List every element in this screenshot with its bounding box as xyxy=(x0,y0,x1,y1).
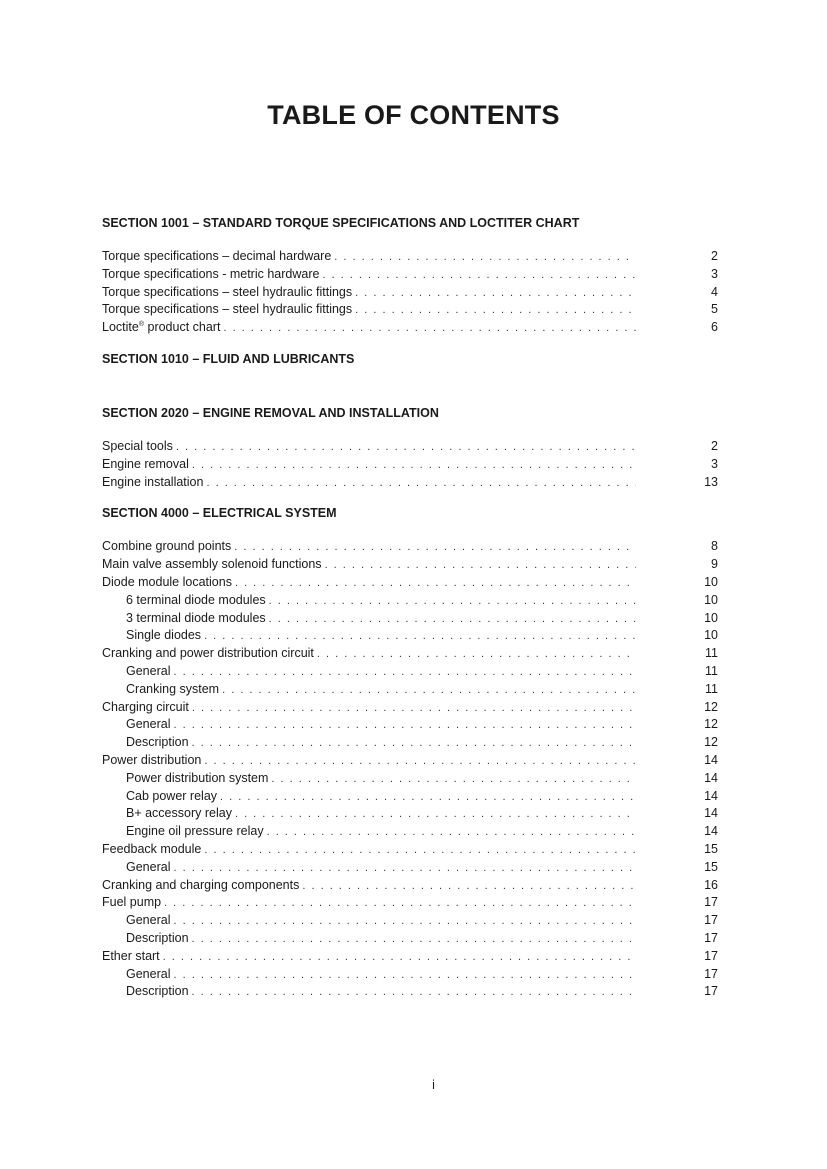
page-title: TABLE OF CONTENTS xyxy=(267,100,560,130)
toc-entry[interactable] xyxy=(102,574,718,592)
dot-leader xyxy=(334,249,636,267)
toc-entry-label: Special tools xyxy=(102,438,173,453)
toc-entry[interactable] xyxy=(102,319,718,337)
toc-entry[interactable] xyxy=(102,474,718,492)
table-of-contents xyxy=(102,210,718,1001)
toc-subentry[interactable] xyxy=(102,627,718,645)
section-heading-2020: SECTION 2020 – ENGINE REMOVAL AND INSTALLATION xyxy=(102,405,439,420)
toc-subentry[interactable] xyxy=(102,805,718,823)
toc-subentry[interactable] xyxy=(102,610,718,628)
toc-entry-label xyxy=(102,319,223,337)
loctite-word: Loctite xyxy=(102,320,139,335)
toc-entry[interactable] xyxy=(102,438,718,456)
toc-entry-page: 10 xyxy=(704,574,718,589)
toc-subentry[interactable] xyxy=(102,930,718,948)
toc-entry-page: 11 xyxy=(705,646,718,661)
dot-leader xyxy=(204,753,636,771)
dot-leader xyxy=(204,842,636,860)
toc-entry-label: 3 terminal diode modules xyxy=(126,610,266,625)
toc-entry[interactable] xyxy=(102,699,718,717)
dot-leader xyxy=(271,771,636,789)
dot-leader xyxy=(206,475,636,493)
toc-entry-page: 5 xyxy=(711,302,718,317)
toc-entry-page: 11 xyxy=(705,663,718,678)
toc-entry-label: Cranking system xyxy=(126,681,220,696)
dot-leader xyxy=(173,913,636,931)
toc-entry-label: Power distribution xyxy=(102,752,202,767)
toc-entry-page: 2 xyxy=(711,438,718,453)
dot-leader xyxy=(325,557,636,575)
toc-entry-label: B+ accessory relay xyxy=(126,806,232,821)
section-heading-1001: SECTION 1001 – STANDARD TORQUE SPECIFICATIONS AND LOCTITER CHART xyxy=(102,216,580,230)
toc-entry[interactable] xyxy=(102,948,718,966)
toc-entry[interactable] xyxy=(102,645,718,663)
toc-subentry[interactable] xyxy=(102,912,718,930)
toc-entry-label: General xyxy=(126,966,171,981)
toc-entry-label: Ether start xyxy=(102,948,160,963)
toc-entry-label: Diode module locations xyxy=(102,574,232,589)
dot-leader xyxy=(235,575,636,593)
dot-leader xyxy=(173,967,636,985)
toc-subentry[interactable] xyxy=(102,823,718,841)
toc-entry-label: General xyxy=(126,663,171,678)
dot-leader xyxy=(269,593,636,611)
dot-leader xyxy=(220,789,636,807)
dot-leader xyxy=(173,717,636,735)
toc-entry-page: 17 xyxy=(704,948,718,963)
toc-entry-page: 12 xyxy=(704,735,718,750)
dot-leader xyxy=(222,682,636,700)
toc-entry-label: 6 terminal diode modules xyxy=(126,592,266,607)
toc-entry-page: 17 xyxy=(704,984,718,999)
toc-entry-label: General xyxy=(126,717,171,732)
toc-entry-label: Single diodes xyxy=(126,628,202,643)
toc-entry[interactable] xyxy=(102,301,718,319)
toc-entry-page: 3 xyxy=(711,456,718,471)
toc-entry-page: 16 xyxy=(704,877,718,892)
dot-leader xyxy=(192,984,636,1002)
toc-subentry[interactable] xyxy=(102,770,718,788)
dot-leader xyxy=(234,539,636,557)
toc-subentry[interactable] xyxy=(102,788,718,806)
toc-entry-page: 12 xyxy=(704,699,718,714)
toc-subentry[interactable] xyxy=(102,983,718,1001)
page-number: i xyxy=(432,1078,435,1092)
dot-leader xyxy=(204,628,636,646)
toc-entry-page: 9 xyxy=(711,557,718,572)
toc-entry-label: Description xyxy=(126,984,189,999)
section-heading-4000: SECTION 4000 – ELECTRICAL SYSTEM xyxy=(102,506,337,521)
toc-entry[interactable] xyxy=(102,284,718,302)
dot-leader xyxy=(164,895,636,913)
toc-entry-label: Description xyxy=(126,735,189,750)
toc-entry-page: 10 xyxy=(704,628,718,643)
toc-subentry[interactable] xyxy=(102,716,718,734)
dot-leader xyxy=(173,664,636,682)
toc-entry-page: 13 xyxy=(704,474,718,489)
dot-leader xyxy=(192,931,636,949)
toc-entry-page: 14 xyxy=(704,788,718,803)
dot-leader xyxy=(267,824,636,842)
toc-entry-label: Fuel pump xyxy=(102,895,162,910)
toc-entry-page: 2 xyxy=(711,249,718,263)
dot-leader xyxy=(173,860,636,878)
toc-entry-page: 3 xyxy=(711,266,718,281)
toc-entry-page: 14 xyxy=(704,770,718,785)
toc-entry-label: Description xyxy=(126,930,189,945)
toc-entry[interactable] xyxy=(102,456,718,474)
section-heading-1010: SECTION 1010 – FLUID AND LUBRICANTS xyxy=(102,351,355,366)
registered-mark: ® xyxy=(138,321,145,329)
dot-leader xyxy=(223,320,636,338)
toc-entry-label: Engine oil pressure relay xyxy=(126,824,264,839)
toc-entry-label: Engine installation xyxy=(102,474,204,489)
toc-entry-label: Cranking and power distribution circuit xyxy=(102,646,314,661)
toc-entry-page: 6 xyxy=(711,320,718,335)
toc-entry-label: General xyxy=(126,859,171,874)
toc-entry-page: 17 xyxy=(704,913,718,928)
toc-subentry[interactable] xyxy=(102,859,718,877)
toc-entry[interactable] xyxy=(102,752,718,770)
toc-entry-label: Torque specifications - metric hardware xyxy=(102,266,320,281)
toc-entry-label: Feedback module xyxy=(102,841,202,856)
toc-subentry[interactable] xyxy=(102,663,718,681)
toc-entry-label: Combine ground points xyxy=(102,539,232,554)
toc-entry-page: 8 xyxy=(711,539,718,554)
dot-leader xyxy=(163,949,636,967)
toc-entry-label: Torque specifications – steel hydraulic fittings xyxy=(102,284,353,299)
dot-leader xyxy=(192,735,636,753)
toc-entry-page: 12 xyxy=(704,717,718,732)
toc-entry[interactable] xyxy=(102,877,718,895)
toc-entry-label: Power distribution system xyxy=(126,770,269,785)
toc-entry-label: Main valve assembly solenoid functions xyxy=(102,557,322,572)
toc-entry-page: 10 xyxy=(704,610,718,625)
toc-entry-page: 17 xyxy=(704,930,718,945)
toc-entry-page: 17 xyxy=(704,966,718,981)
toc-entry-page: 14 xyxy=(704,752,718,767)
dot-leader xyxy=(355,302,636,320)
toc-entry[interactable] xyxy=(102,841,718,859)
toc-entry[interactable] xyxy=(102,556,718,574)
toc-entry-page: 11 xyxy=(705,681,718,696)
loctite-rest: product chart xyxy=(144,320,221,335)
dot-leader xyxy=(317,646,636,664)
toc-subentry[interactable] xyxy=(102,592,718,610)
dot-leader xyxy=(192,700,636,718)
toc-entry-page: 14 xyxy=(704,806,718,821)
toc-entry-label: Engine removal xyxy=(102,456,189,471)
dot-leader xyxy=(269,611,636,629)
toc-subentry[interactable] xyxy=(102,966,718,984)
toc-subentry[interactable] xyxy=(102,734,718,752)
toc-entry-label: Cranking and charging components xyxy=(102,877,300,892)
toc-entry-label: Torque specifications – decimal hardware xyxy=(102,249,332,263)
toc-entry[interactable] xyxy=(102,894,718,912)
toc-entry-label: General xyxy=(126,913,171,928)
toc-entry[interactable] xyxy=(102,538,718,556)
toc-entry-page: 15 xyxy=(704,859,718,874)
toc-entry-page: 10 xyxy=(704,592,718,607)
toc-entry[interactable] xyxy=(102,248,718,266)
dot-leader xyxy=(235,806,636,824)
dot-leader xyxy=(192,457,636,475)
toc-subentry[interactable] xyxy=(102,681,718,699)
dot-leader xyxy=(302,878,636,896)
toc-entry-page: 4 xyxy=(711,284,718,299)
toc-entry-label: Cab power relay xyxy=(126,788,218,803)
toc-entry[interactable] xyxy=(102,266,718,284)
toc-entry-page: 14 xyxy=(704,824,718,839)
dot-leader xyxy=(322,267,636,285)
toc-entry-label: Charging circuit xyxy=(102,699,189,714)
toc-entry-page: 17 xyxy=(704,895,718,910)
dot-leader xyxy=(176,439,636,457)
toc-entry-page: 15 xyxy=(704,841,718,856)
toc-entry-label: Torque specifications – steel hydraulic fittings xyxy=(102,302,353,317)
dot-leader xyxy=(355,285,636,303)
